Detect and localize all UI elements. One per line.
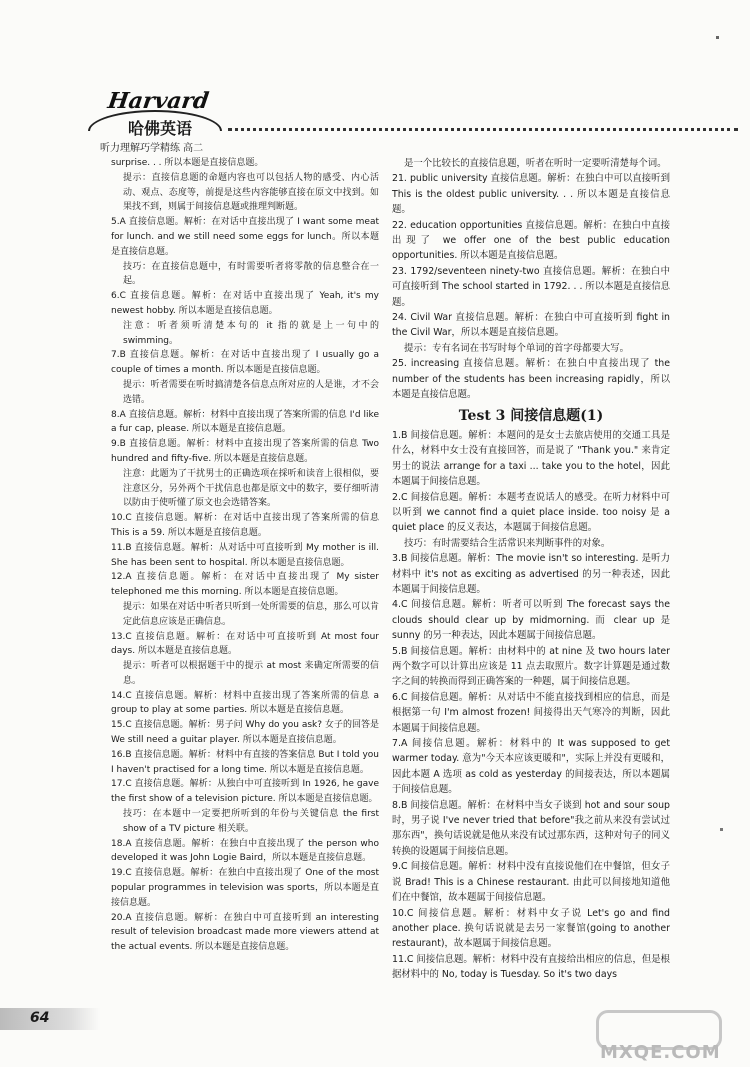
left-column [111,156,379,955]
answer-paragraph: 21. public university 直接信息题。解析：在独白中可以直接听到 This is the oldest public university. . . 所以本题是直接信息题。 [392,173,670,216]
answer-paragraph: 7.B 直接信息题。解析：在对话中直接出现了 I usually go a couple of times a month. 所以本题是直接信息题。 [111,350,379,376]
answer-paragraph: 17.C 直接信息题。解析：从独白中可直接听到 In 1926, he gave the first show of a television picture. 所以本题是直接信息题。 [111,779,379,805]
tip-paragraph: 注意：此题为了干扰男士的正确选项在採听和读音上很相似，要注意区分，另外两个干扰信息也都是原文中的数字，要仔细听清以防由于使听懂了原文也会选错答案。 [123,468,379,509]
tip-paragraph: 提示：如果在对话中听者只听到一处所需要的信息，那么可以肯定此信息应该是正确信息。 [123,601,379,627]
answer-paragraph: 12.A 直接信息题。解析：在对话中直接出现了 My sister telephoned me this morning. 所以本题是直接信息题。 [111,572,379,598]
watermark-text: MXQE.COM [600,1042,721,1063]
answer-paragraph: 5.B 间接信息题。解析：由材料中的 at nine 及 two hours later 两个数字可以计算出应该是 11 点去取照片。数字计算题是通过数字之间的转换而得到正确答案的一种题，属于间接信息题。 [392,645,670,688]
tip-paragraph: 提示：听者需要在听时搞清楚各信息点所对应的人是谁，才不会选错。 [123,379,379,405]
scan-speck [720,828,723,831]
tip-paragraph: 技巧：有时需要结合生活常识来判断事件的对象。 [404,537,611,549]
answer-paragraph: 6.C 直接信息题。解析：在对话中直接出现了 Yeah, it's my newest hobby. 所以本题是直接信息题。 [111,291,379,316]
answer-paragraph: 8.A 直接信息题。解析：材料中直接出现了答案所需的信息 I'd like a fur cap, please. 所以本题是直接信息题。 [111,409,379,435]
scan-speck [716,36,719,39]
answer-paragraph: 18.A 直接信息题。解析：在独白中直接出现了 the person who developed it was John Logie Baird，所以本题是直接信息题。 [111,838,379,864]
answer-paragraph: surprise. . . 所以本题是直接信息题。 [111,158,264,168]
tip-paragraph: 提示：听者可以根据题干中的提示 at most 来确定所需要的信息。 [123,661,379,686]
answer-paragraph: 15.C 直接信息题。解析：男子问 Why do you ask? 女子的回答是 We still need a guitar player. 所以本题是直接信息题。 [111,720,379,746]
answer-paragraph: 11.B 直接信息题。解析：从对话中可直接听到 My mother is ill. She has been sent to hospital. 所以本题是直接信息题。 [111,542,379,568]
answer-paragraph: 23. 1792/seventeen ninety-two 直接信息题。解析：在独白中可直接听到 The school started in 1792. . . 所以本题是直接信息题。 [392,265,670,308]
book-subtitle: 听力理解巧学精练 高二 [100,143,204,154]
answer-paragraph: 8.B 间接信息题。解析：在材料中当女子谈到 hot and sour soup 时，男子说 I've never tried that before"我之前从来没有尝试过那东西"，换句话说就是他从来没有试过那东西，这种对句子的同义转换的设题属于间接信息题。 [392,799,670,857]
answer-paragraph: 6.C 间接信息题。解析：从对话中不能直接找到相应的信息，而是根据第一句 I'm almost frozen! 间接得出天气寒冷的判断，因此本题属于间接信息题。 [392,691,670,734]
answer-paragraph: 9.B 直接信息题。解析：材料中直接出现了答案所需的信息 Two hundred and fifty-five. 所以本题是直接信息题。 [111,439,379,464]
answer-paragraph: 13.C 直接信息题。解析：在对话中可直接听到 At most four days. 所以本题是直接信息题。 [111,631,379,657]
section-title: Test 3 间接信息题(1) [458,407,604,424]
answer-paragraph: 11.C 间接信息题。解析：材料中没有直接给出相应的信息，但是根据材料中的 No, today is Tuesday. So it's two days [392,953,670,981]
dotted-divider [228,128,738,131]
logo-chinese-title: 哈佛英语 [128,119,193,138]
watermark [590,1010,740,1062]
answer-paragraph: 3.B 间接信息题。解析：The movie isn't so interesting. 是听力材料中 it's not as exciting as advertised 的另一种表述，因此本题属于间接信息题。 [392,553,670,595]
answer-paragraph: 14.C 直接信息题。解析：材料中直接出现了答案所需的信息 a group to play at some parties. 所以本题是直接信息题。 [111,690,379,716]
page-number: 64 [30,1010,50,1026]
page-number-tab [0,1008,100,1030]
answer-paragraph: 9.C 间接信息题。解析：材料中没有直接说他们在中餐馆，但女子说 Brad! This is a Chinese restaurant. 由此可以间接地知道他们在中餐馆，故本题属于间接信息题。 [392,861,670,904]
tip-paragraph: 技巧：在本题中一定要把所听到的年份与关键信息 the first show of a TV picture 相关联。 [123,809,379,834]
logo-title: Harvard [106,88,211,114]
page-header [88,88,738,156]
answer-paragraph: 10.C 直接信息题。解析：在对话中直接出现了答案所需的信息 This is a 59. 所以本题是直接信息题。 [111,513,379,538]
answer-paragraph: 10.C 间接信息题。解析：材料中女子说 Let's go and find another place. 换句话说就是去另一家餐馆(going to another restaurant)，故本题属于间接信息题。 [392,907,670,950]
tip-paragraph: 提示：专有名词在书写时每个单词的首字母都要大写。 [404,342,630,354]
answer-paragraph: 1.B 间接信息题。解析：本题问的是女士去旅店使用的交通工具是什么，材料中女士没有直接回答，而是说了 "Thank you." 来肯定男士的说法 arrange for a taxi ... take you to the hotel，因此本题属于间接信息题。 [392,429,670,488]
answer-paragraph: 19.C 直接信息题。解析：在独白中直接出现了 One of the most popular programmes in television was sports，所以本题是直接信息题。 [111,868,379,908]
answer-paragraph: 7.A 间接信息题。解析：材料中的 It was supposed to get warmer today. 意为"今天本应该更暖和"，实际上并没有更暖和，因此本题 A 选项 as cold as yesterday 的间接表达，所以本题属于间接信息题。 [392,738,670,796]
answer-paragraph: 25. increasing 直接信息题。解析：在独白中直接出现了 the number of the students has been increasing rapidly，所以本题是直接信息题。 [392,358,670,401]
answer-paragraph: 20.A 直接信息题。解析：在独白中可直接听到 an interesting result of television broadcast made more viewers attend at the actual events. 所以本题是直接信息题。 [111,912,379,953]
answer-paragraph: 2.C 间接信息题。解析：本题考查说话人的感受。在听力材料中可以听到 we cannot find a quiet place inside. too noisy 是 a quiet place 的反义表达，本题属于间接信息题。 [392,491,670,534]
answer-paragraph: 4.C 间接信息题。解析：听者可以听到 The forecast says the clouds should clear up by midmorning. 而 clear up 是 sunny 的另一种表达，因此本题属于间接信息题。 [392,599,670,642]
right-column [392,156,670,983]
tip-paragraph: 注意：听者须听清楚本句的 it 指的就是上一句中的 swimming。 [123,320,379,346]
tip-paragraph: 提示：直接信息题的命题内容也可以包括人物的感受、内心活动、观点、态度等，前提是这些内容能够直接在原文中找到。如果找不到，则属于间接信息题或推理判断题。 [123,172,379,213]
answer-paragraph: 24. Civil War 直接信息题。解析：在独白中可直接听到 fight in the Civil War，所以本题是直接信息题。 [392,312,670,339]
answer-paragraph: 22. education opportunities 直接信息题。解析：在独白中直接出现了 we offer one of the best public education opportunities. 所以本题是直接信息题。 [392,219,670,262]
answer-paragraph: 5.A 直接信息题。解析：在对话中直接出现了 I want some meat for lunch. and we still need some eggs for lunch。所以本题是直接信息题。 [111,217,379,257]
tip-paragraph: 技巧：在直接信息题中，有时需要听者将零散的信息整合在一起。 [123,261,379,287]
answer-paragraph: 是一个比较长的直接信息题，听者在听时一定要听清楚每个词。 [404,158,667,169]
answer-paragraph: 16.B 直接信息题。解析：材料中有直接的答案信息 But I told you I haven't practised for a long time. 所以本题是直接信息题。 [111,749,379,775]
